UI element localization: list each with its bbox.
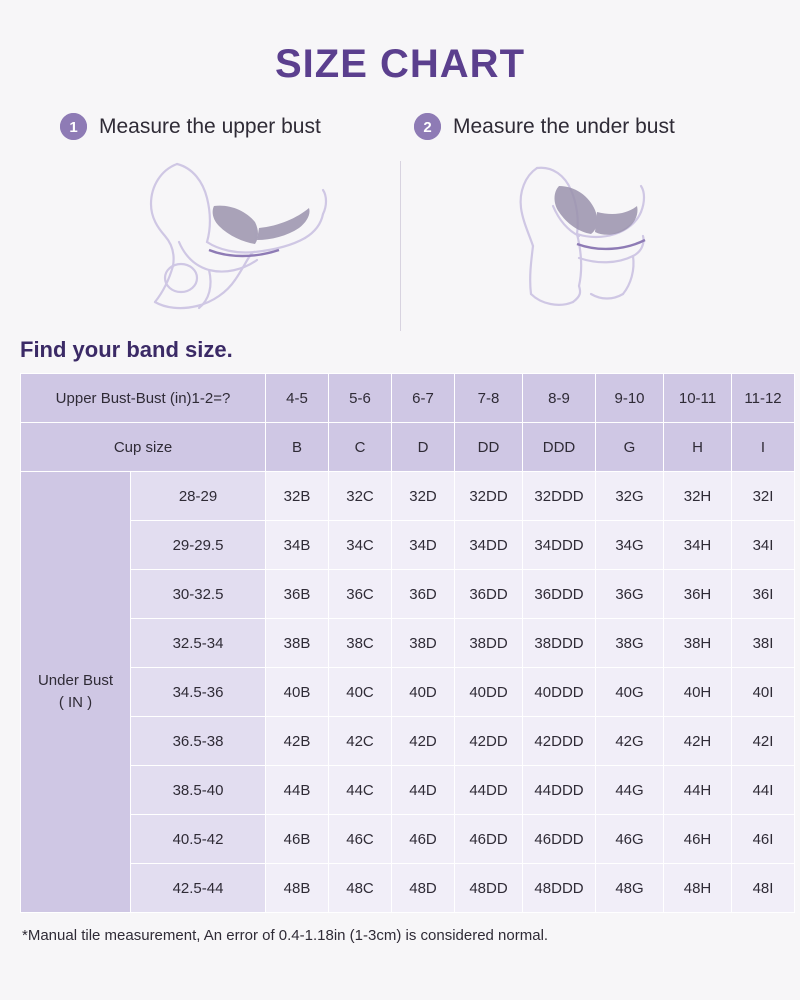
table-row <box>21 619 795 668</box>
size-cell: 46G <box>596 815 664 864</box>
cup-size-value: C <box>329 423 392 472</box>
svg-text:2: 2 <box>423 119 432 136</box>
step-1-label: Measure the upper bust <box>99 114 321 138</box>
size-cell: 48DD <box>455 864 523 913</box>
size-cell: 32D <box>392 472 455 521</box>
size-cell: 48H <box>664 864 732 913</box>
size-cell: 48DDD <box>523 864 596 913</box>
size-cell: 40I <box>732 668 795 717</box>
band-range: 28-29 <box>131 472 266 521</box>
size-cell: 36C <box>329 570 392 619</box>
size-cell: 36G <box>596 570 664 619</box>
table-row <box>21 815 795 864</box>
under-bust-label-line1: Under Bust <box>37 671 114 689</box>
table-row <box>21 570 795 619</box>
size-cell: 32H <box>664 472 732 521</box>
size-cell: 40G <box>596 668 664 717</box>
size-cell: 48B <box>266 864 329 913</box>
size-cell: 42DD <box>455 717 523 766</box>
size-cell: 48G <box>596 864 664 913</box>
cup-size-value: H <box>664 423 732 472</box>
header-value: 4-5 <box>266 374 329 423</box>
table-row-header <box>21 374 795 423</box>
header-value: 9-10 <box>596 374 664 423</box>
page-title: SIZE CHART <box>275 42 525 86</box>
cup-size-value: I <box>732 423 795 472</box>
measurement-steps <box>0 113 800 321</box>
under-bust-side-label <box>21 472 131 913</box>
header-label: Upper Bust-Bust (in)1-2=? <box>21 374 266 423</box>
size-cell: 42I <box>732 717 795 766</box>
header-value: 6-7 <box>392 374 455 423</box>
size-cell: 38H <box>664 619 732 668</box>
size-cell: 42B <box>266 717 329 766</box>
table-row <box>21 668 795 717</box>
size-cell: 40DD <box>455 668 523 717</box>
size-cell: 32G <box>596 472 664 521</box>
size-cell: 38I <box>732 619 795 668</box>
under-bust-label-line2: ( IN ) <box>58 694 93 711</box>
size-cell: 34DDD <box>523 521 596 570</box>
size-cell: 48D <box>392 864 455 913</box>
size-cell: 32DD <box>455 472 523 521</box>
band-range: 42.5-44 <box>131 864 266 913</box>
under-bust-illustration <box>441 146 741 321</box>
band-range: 30-32.5 <box>131 570 266 619</box>
table-row <box>21 717 795 766</box>
size-cell: 44DDD <box>523 766 596 815</box>
size-cell: 36D <box>392 570 455 619</box>
size-cell: 32I <box>732 472 795 521</box>
size-cell: 44I <box>732 766 795 815</box>
section-title: Find your band size. <box>20 337 233 362</box>
size-cell: 40D <box>392 668 455 717</box>
band-range: 38.5-40 <box>131 766 266 815</box>
step-2-label: Measure the under bust <box>453 114 675 138</box>
footnote: *Manual tile measurement, An error of 0.4-1.18in (1-3cm) is considered normal. <box>22 927 549 944</box>
table-row <box>21 864 795 913</box>
size-cell: 46DD <box>455 815 523 864</box>
header-value: 5-6 <box>329 374 392 423</box>
size-cell: 44B <box>266 766 329 815</box>
cup-size-value: DD <box>455 423 523 472</box>
step-under-bust <box>400 113 782 321</box>
size-cell: 34I <box>732 521 795 570</box>
size-cell: 32DDD <box>523 472 596 521</box>
band-range: 40.5-42 <box>131 815 266 864</box>
size-cell: 32C <box>329 472 392 521</box>
size-cell: 34D <box>392 521 455 570</box>
table-row <box>21 766 795 815</box>
size-cell: 44H <box>664 766 732 815</box>
size-cell: 38DD <box>455 619 523 668</box>
size-cell: 36DDD <box>523 570 596 619</box>
size-cell: 38DDD <box>523 619 596 668</box>
size-cell: 48I <box>732 864 795 913</box>
step-1-header <box>18 113 400 140</box>
size-cell: 42D <box>392 717 455 766</box>
size-table <box>20 373 795 913</box>
size-cell: 44G <box>596 766 664 815</box>
step-upper-bust <box>18 113 400 321</box>
cup-size-value: D <box>392 423 455 472</box>
band-range: 32.5-34 <box>131 619 266 668</box>
size-cell: 38G <box>596 619 664 668</box>
cup-size-value: G <box>596 423 664 472</box>
size-cell: 38D <box>392 619 455 668</box>
size-cell: 36DD <box>455 570 523 619</box>
size-cell: 42DDD <box>523 717 596 766</box>
table-row-cup-size <box>21 423 795 472</box>
size-cell: 42C <box>329 717 392 766</box>
table-row <box>21 521 795 570</box>
size-cell: 46H <box>664 815 732 864</box>
size-cell: 48C <box>329 864 392 913</box>
size-cell: 36I <box>732 570 795 619</box>
size-cell: 40DDD <box>523 668 596 717</box>
header-value: 10-11 <box>664 374 732 423</box>
size-cell: 40H <box>664 668 732 717</box>
size-cell: 34DD <box>455 521 523 570</box>
cup-size-label: Cup size <box>21 423 266 472</box>
band-range: 34.5-36 <box>131 668 266 717</box>
size-cell: 42H <box>664 717 732 766</box>
size-cell: 34G <box>596 521 664 570</box>
step-2-badge <box>414 113 441 140</box>
table-row <box>21 472 795 521</box>
upper-bust-illustration <box>59 146 359 321</box>
size-cell: 44D <box>392 766 455 815</box>
size-cell: 44C <box>329 766 392 815</box>
header-value: 8-9 <box>523 374 596 423</box>
size-cell: 42G <box>596 717 664 766</box>
size-cell: 46C <box>329 815 392 864</box>
size-cell: 34B <box>266 521 329 570</box>
size-cell: 46DDD <box>523 815 596 864</box>
size-cell: 36H <box>664 570 732 619</box>
size-cell: 44DD <box>455 766 523 815</box>
step-1-badge <box>60 113 87 140</box>
size-cell: 46B <box>266 815 329 864</box>
size-cell: 34H <box>664 521 732 570</box>
size-cell: 36B <box>266 570 329 619</box>
size-cell: 38C <box>329 619 392 668</box>
header-value: 11-12 <box>732 374 795 423</box>
svg-text:1: 1 <box>69 119 78 136</box>
size-cell: 32B <box>266 472 329 521</box>
size-cell: 46I <box>732 815 795 864</box>
step-2-header <box>400 113 782 140</box>
size-cell: 34C <box>329 521 392 570</box>
size-cell: 46D <box>392 815 455 864</box>
size-cell: 40C <box>329 668 392 717</box>
header-value: 7-8 <box>455 374 523 423</box>
band-range: 29-29.5 <box>131 521 266 570</box>
cup-size-value: DDD <box>523 423 596 472</box>
band-range: 36.5-38 <box>131 717 266 766</box>
cup-size-value: B <box>266 423 329 472</box>
size-cell: 40B <box>266 668 329 717</box>
size-cell: 38B <box>266 619 329 668</box>
